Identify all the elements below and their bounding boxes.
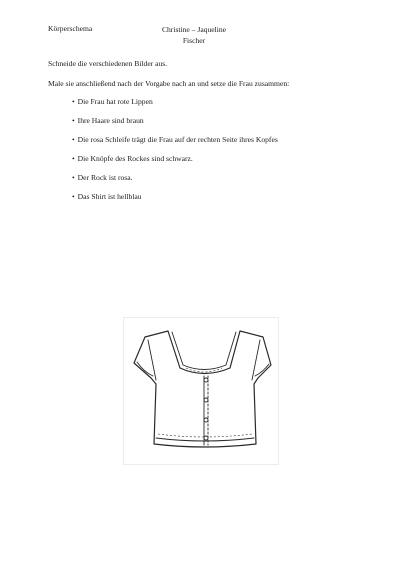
shirt-button [204, 418, 208, 422]
list-item: • Die Knöpfe des Rockes sind schwarz. [72, 154, 278, 173]
shirt-picture [123, 317, 279, 465]
list-item: • Die Frau hat rote Lippen [72, 97, 278, 116]
instruction-cut: Schneide die verschiedenen Bilder aus. [48, 59, 168, 68]
shirt-button [204, 398, 208, 402]
list-item: • Die rosa Schleife trägt die Frau auf der rechten Seite ihres Kopfes [72, 135, 278, 154]
author-name [152, 24, 236, 46]
author-name-line1: Christine – Jaqueline [161, 25, 227, 34]
shirt-button [204, 378, 208, 382]
shirt-outline-icon [124, 318, 280, 466]
shirt-button [204, 436, 208, 440]
list-item: • Ihre Haare sind braun [72, 116, 278, 135]
instruction-list [72, 97, 278, 211]
list-item: • Der Rock ist rosa. [72, 173, 278, 192]
instruction-color: Male sie anschließend nach der Vorgabe nach an und setze die Frau zusammen: [48, 79, 290, 88]
author-name-line2: Fischer [182, 36, 206, 45]
list-item: • Das Shirt ist hellblau [72, 192, 278, 211]
worksheet-topic: Körperschema [48, 24, 93, 33]
